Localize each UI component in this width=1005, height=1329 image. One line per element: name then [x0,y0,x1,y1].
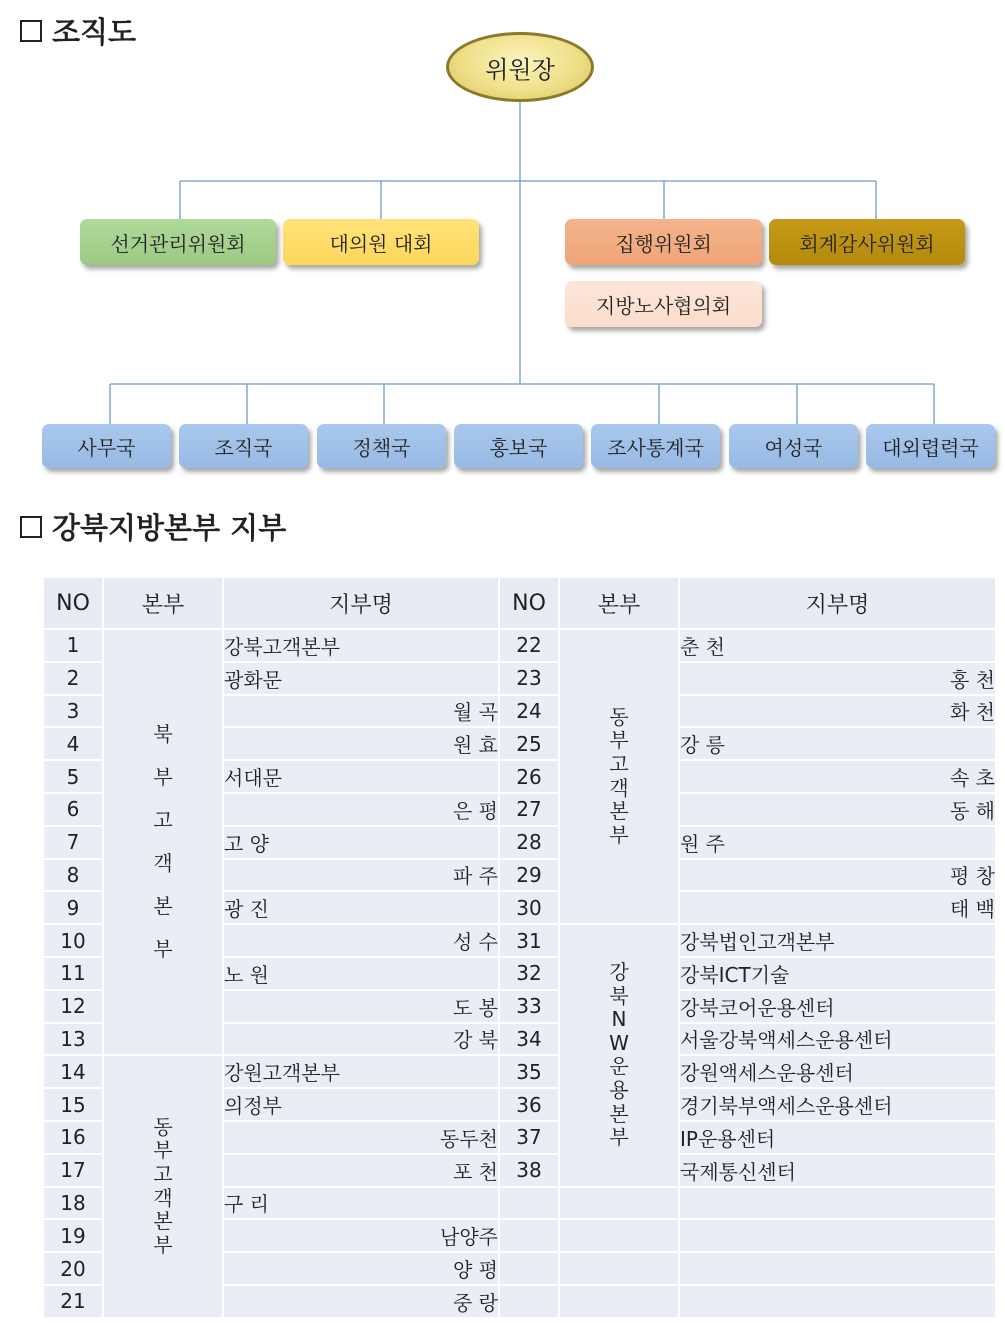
dept-label: 조사통계국 [607,435,704,460]
branch-title: 강북지방본부 지부 [52,511,287,545]
branch-name: 노 원 [224,958,498,989]
branch-name: 국제통신센터 [680,1155,995,1186]
col-header-branch: 지부명 [680,578,995,628]
row-no: 7 [44,827,102,858]
dept-general-affairs [42,424,171,468]
row-no: 33 [500,991,558,1022]
committee-labor-management [565,281,762,327]
branch-name: 의정부 [224,1089,498,1120]
branch-name: 속 초 [680,761,995,792]
hq-group-label: 강북NW운용본부 [609,959,629,1150]
branch-name: 고 양 [224,827,498,858]
col-header-hq: 본부 [560,578,678,628]
dept-label: 대외렵력국 [882,435,979,460]
row-no: 14 [44,1056,102,1087]
row-no: 26 [500,761,558,792]
empty-cell [500,1220,558,1251]
dept-policy [317,424,446,468]
empty-cell [680,1188,995,1219]
empty-cell [560,1253,678,1284]
hq-group-cell [560,925,678,1185]
row-no: 20 [44,1253,102,1284]
row-no: 18 [44,1188,102,1219]
row-no: 28 [500,827,558,858]
branch-name: 동 해 [680,794,995,825]
branch-name: 강북법인고객본부 [680,925,995,956]
empty-cell [680,1253,995,1284]
row-no: 9 [44,892,102,923]
row-no: 30 [500,892,558,923]
col-header-no: NO [500,578,558,628]
committee-label: 지방노사협의회 [595,293,732,318]
empty-cell [560,1220,678,1251]
dept-label: 여성국 [764,435,823,460]
row-no: 10 [44,925,102,956]
committee-executive [565,219,762,265]
hq-group-cell [560,630,678,923]
table-header-row [44,578,995,628]
branch-name: 강북코어운용센터 [680,991,995,1022]
table-row [44,630,995,661]
branch-name: 서대문 [224,761,498,792]
committee-label: 선거관리위원회 [110,231,246,256]
row-no: 8 [44,860,102,891]
row-no: 1 [44,630,102,661]
row-no: 24 [500,696,558,727]
branch-name: 파 주 [224,860,498,891]
empty-cell [680,1286,995,1317]
branch-name: 강 릉 [680,728,995,759]
row-no: 12 [44,991,102,1022]
row-no: 21 [44,1286,102,1317]
branch-name: 남양주 [224,1220,498,1251]
col-header-branch: 지부명 [224,578,498,628]
hq-group-label: 동부고객본부 [609,704,629,847]
hq-group-cell [104,630,222,1054]
empty-cell [500,1253,558,1284]
branch-name: 양 평 [224,1253,498,1284]
branch-name: 원 주 [680,827,995,858]
col-header-hq: 본부 [104,578,222,628]
row-no: 6 [44,794,102,825]
org-chart-title: 조직도 [52,15,137,49]
branch-name: 중 랑 [224,1286,498,1317]
branch-name: 경기북부액세스운용센터 [680,1089,995,1120]
branch-name: 원 효 [224,728,498,759]
branch-name: 춘 천 [680,630,995,661]
chairman-label: 위원장 [485,55,555,84]
committee-audit [769,219,965,265]
row-no: 16 [44,1122,102,1153]
branch-name: 화 천 [680,696,995,727]
branch-name: 포 천 [224,1155,498,1186]
row-no: 25 [500,728,558,759]
row-no: 35 [500,1056,558,1087]
branch-name: 광 진 [224,892,498,923]
row-no: 13 [44,1024,102,1055]
col-header-no: NO [44,578,102,628]
committee-delegates [283,219,479,265]
row-no: 32 [500,958,558,989]
row-no: 27 [500,794,558,825]
empty-cell [560,1286,678,1317]
branch-name: 평 창 [680,860,995,891]
dept-label: 정책국 [352,435,411,460]
branch-name: 강북ICT기술 [680,958,995,989]
empty-cell [500,1286,558,1317]
checkbox-square-icon [20,516,42,538]
branch-name: 홍 천 [680,663,995,694]
row-no: 4 [44,728,102,759]
row-no: 2 [44,663,102,694]
branch-name: 강 북 [224,1024,498,1055]
branch-name: 동두천 [224,1122,498,1153]
row-no: 15 [44,1089,102,1120]
branch-name: 광화문 [224,663,498,694]
row-no: 36 [500,1089,558,1120]
row-no: 19 [44,1220,102,1251]
row-no: 38 [500,1155,558,1186]
row-no: 22 [500,630,558,661]
branch-name: 태 백 [680,892,995,923]
table-row [44,1056,995,1087]
hq-group-label: 북부고객본부 [153,722,173,962]
dept-public-relations [454,424,583,468]
empty-cell [680,1220,995,1251]
branch-table [42,576,997,1319]
committee-label: 회계감사위원회 [799,231,935,256]
hq-group-label: 동부고객본부 [153,1114,173,1257]
branch-name: 강원액세스운용센터 [680,1056,995,1087]
committee-election [80,219,276,265]
row-no: 29 [500,860,558,891]
row-no: 37 [500,1122,558,1153]
row-no: 34 [500,1024,558,1055]
dept-external-relations [866,424,995,468]
hq-group-cell [104,1056,222,1316]
branch-name: 성 수 [224,925,498,956]
row-no: 23 [500,663,558,694]
branch-name: 월 곡 [224,696,498,727]
committee-label: 집행위원회 [615,231,712,256]
row-no: 11 [44,958,102,989]
row-no: 31 [500,925,558,956]
dept-label: 사무국 [77,435,136,460]
empty-cell [500,1188,558,1219]
dept-research-statistics [591,424,720,468]
committee-label: 대의원 대회 [329,231,433,256]
branch-heading [20,506,286,547]
dept-women [729,424,858,468]
row-no: 17 [44,1155,102,1186]
row-no: 5 [44,761,102,792]
empty-cell [560,1188,678,1219]
branch-name: 강북고객본부 [224,630,498,661]
branch-name: 강원고객본부 [224,1056,498,1087]
dept-label: 홍보국 [489,435,548,460]
branch-name: 서울강북액세스운용센터 [680,1024,995,1055]
dept-organization [179,424,308,468]
branch-name: 은 평 [224,794,498,825]
branch-name: 구 리 [224,1188,498,1219]
dept-label: 조직국 [214,435,273,460]
row-no: 3 [44,696,102,727]
branch-name: IP운용센터 [680,1122,995,1153]
branch-name: 도 봉 [224,991,498,1022]
chairman-node [446,32,594,102]
